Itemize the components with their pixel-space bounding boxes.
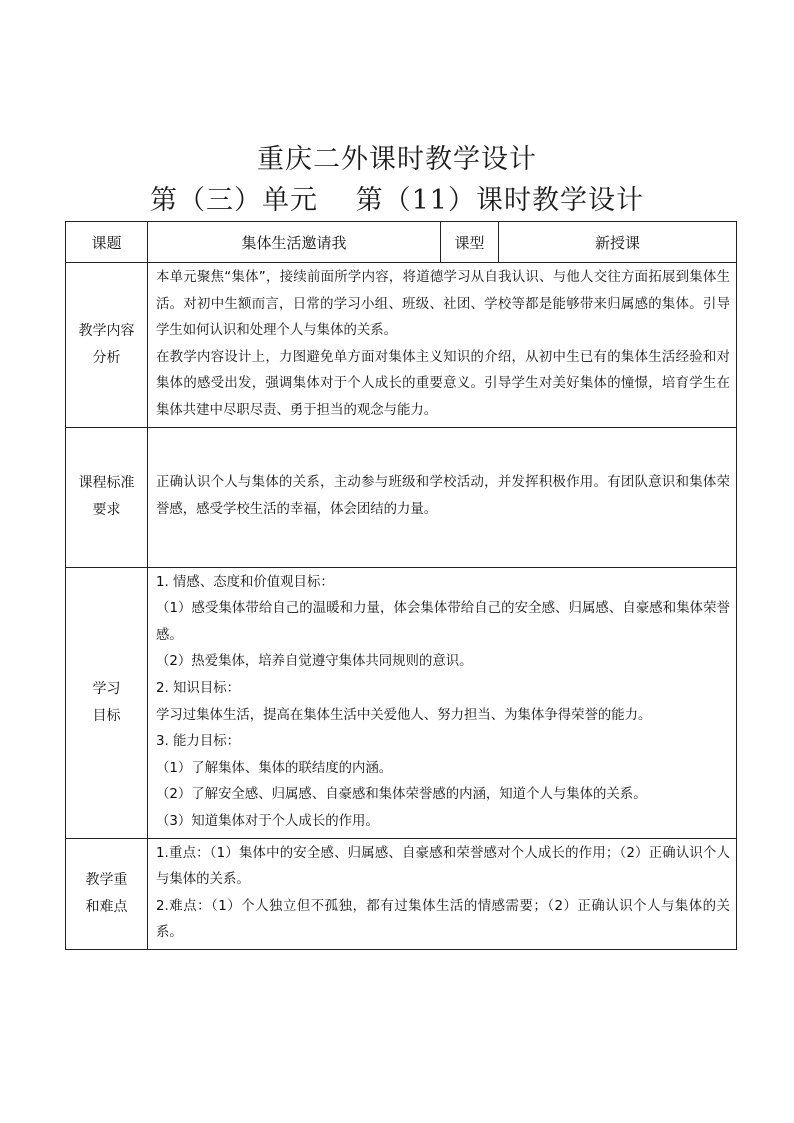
key-difficult-points-label-line1: 教学重 [85, 871, 128, 888]
content-analysis-label-line2: 分析 [92, 349, 121, 366]
objective-line: （1）感受集体带给自己的温暖和力量，体会集体带给自己的安全感、归属感、自豪感和集体荣誉感。 [156, 601, 730, 643]
curriculum-standards-row [66, 427, 737, 567]
learning-objectives-row [66, 567, 737, 838]
topic-row [66, 222, 737, 263]
lesson-plan-table [65, 221, 737, 950]
curriculum-standards-label [66, 427, 148, 567]
unit-lesson-title: 第（三）单元 第（11）课时教学设计 [150, 185, 644, 216]
key-difficult-points-label [66, 838, 148, 949]
key-difficult-points-text [148, 838, 737, 949]
content-analysis-row [66, 263, 737, 428]
key-difficult-points-label-line2: 和难点 [85, 898, 128, 915]
topic-label: 课题 [66, 222, 148, 263]
objective-line: 3. 能力目标： [156, 734, 240, 750]
content-analysis-paragraph: 在教学内容设计上，力图避免单方面对集体主义知识的介绍，从初中生已有的集体生活经验和对集体的感受出发，强调集体对于个人成长的重要意义。引导学生对美好集体的憧憬，培育学生在集体共建中尽职尽责、勇于担当的观念与能力。 [156, 349, 730, 418]
learning-objectives-label-line1: 学习 [92, 680, 121, 697]
learning-objectives-label [66, 567, 148, 838]
content-analysis-paragraph: 本单元聚焦“集体”，接续前面所学内容，将道德学习从自我认识、与他人交往方面拓展到集体生活。对初中生额而言，日常的学习小组、班级、社团、学校等都是能够带来归属感的集体。引导学生如何认识和处理个人与集体的关系。 [156, 270, 730, 339]
lesson-type-label: 课型 [441, 222, 499, 263]
key-difficult-points-row [66, 838, 737, 949]
key-point-line: 1.重点：（1）集体中的安全感、归属感、自豪感和荣誉感对个人成长的作用；（2）正确认识个人与集体的关系。 [156, 845, 730, 888]
topic-value: 集体生活邀请我 [148, 222, 441, 263]
objective-line: （3）知道集体对于个人成长的作用。 [156, 813, 379, 829]
objective-line: （2）了解安全感、归属感、自豪感和集体荣誉感的内涵，知道个人与集体的关系。 [156, 787, 647, 803]
objective-line: 1. 情感、态度和价值观目标： [156, 574, 334, 590]
curriculum-standards-paragraph: 正确认识个人与集体的关系，主动参与班级和学校活动，并发挥积极作用。有团队意识和集体荣誉感，感受学校生活的幸福，体会团结的力量。 [156, 475, 730, 518]
curriculum-standards-text [148, 427, 737, 567]
content-analysis-label [66, 263, 148, 428]
objective-line: （2）热爱集体，培养自觉遵守集体共同规则的意识。 [156, 654, 473, 670]
document-title: 重庆二外课时教学设计 [257, 144, 537, 175]
learning-objectives-text [148, 567, 737, 838]
objective-line: 2. 知识目标： [156, 680, 240, 696]
curriculum-standards-label-line1: 课程标准 [78, 475, 135, 492]
difficult-point-line: 2.难点：（1）个人独立但不孤独，都有过集体生活的情感需要；（2）正确认识个人与集体的关系。 [156, 898, 730, 941]
curriculum-standards-label-line2: 要求 [92, 502, 121, 519]
learning-objectives-label-line2: 目标 [92, 707, 121, 724]
objective-line: （1）了解集体、集体的联结度的内涵。 [156, 760, 393, 776]
content-analysis-label-line1: 教学内容 [78, 322, 135, 339]
objective-line: 学习过集体生活，提高在集体生活中关爱他人、努力担当、为集体争得荣誉的能力。 [156, 707, 652, 723]
content-analysis-text [148, 263, 737, 428]
lesson-type-value: 新授课 [499, 222, 737, 263]
